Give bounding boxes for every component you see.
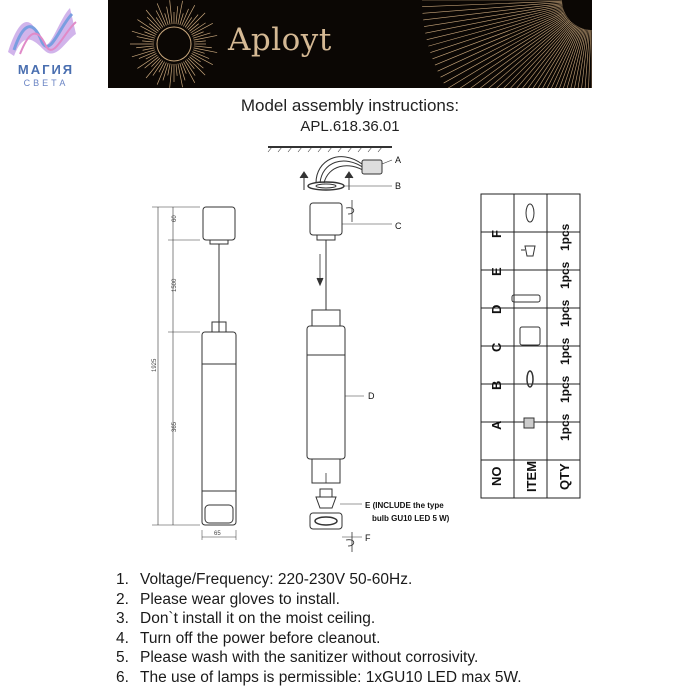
brand-name: Aployt <box>228 22 332 58</box>
instruction-list <box>116 570 522 688</box>
row-b-no: B <box>489 380 504 390</box>
callout-f: F <box>365 533 371 543</box>
terminal-icon <box>524 418 534 428</box>
callout-e: E (INCLUDE the type <box>365 501 444 510</box>
row-b-qty: 1pcs <box>558 375 572 403</box>
row-a-no: A <box>489 420 504 430</box>
dim-cable-length: 1500 <box>172 278 178 292</box>
instruction-item: 2. Please wear gloves to install. <box>116 590 340 608</box>
dimensioned-lamp-view <box>152 207 236 540</box>
dim-body-height: 365 <box>172 421 178 432</box>
header-item: ITEM <box>524 460 539 492</box>
item-icons <box>512 204 540 428</box>
tube-icon <box>512 295 540 302</box>
header-no: NO <box>489 466 504 486</box>
callout-d: D <box>368 391 375 401</box>
bulb-icon <box>525 246 535 256</box>
header-qty: QTY <box>557 463 572 490</box>
row-f-no: F <box>489 230 504 238</box>
row-d-qty: 1pcs <box>558 299 572 327</box>
row-a-qty: 1pcs <box>558 413 572 441</box>
callout-b: B <box>395 181 402 191</box>
dim-top-height: 60 <box>172 215 178 222</box>
callout-e-note: bulb GU10 LED 5 W) <box>372 514 450 523</box>
canopy-icon <box>520 327 540 345</box>
row-d-no: D <box>489 304 504 314</box>
callout-a: A <box>395 155 402 165</box>
bracket-icon <box>527 371 533 387</box>
logo-title: МАГИЯ <box>17 62 75 77</box>
dim-overall-height: 1925 <box>152 358 158 372</box>
page-title: Model assembly instructions: <box>240 96 460 115</box>
exploded-assembly-view <box>268 147 392 552</box>
callout-c: C <box>395 221 402 231</box>
row-e-qty: 1pcs <box>558 261 572 289</box>
instruction-item: 1. Voltage/Frequency: 220-230V 50-60Hz. <box>116 571 413 588</box>
row-c-qty: 1pcs <box>558 337 572 365</box>
instruction-item: 3. Don`t install it on the moist ceiling. <box>116 610 376 628</box>
instruction-item: 5. Please wash with the sanitizer without corrosivity. <box>116 649 479 667</box>
dim-diameter: 65 <box>214 531 221 537</box>
ring-icon <box>526 204 534 222</box>
instruction-item: 6. The use of lamps is permissible: 1xGU10 LED max 5W. <box>116 668 522 686</box>
model-number: APL.618.36.01 <box>300 118 400 135</box>
logo-subtitle: СВЕТА <box>23 78 69 88</box>
table-headers <box>489 461 572 492</box>
row-f-qty: 1pcs <box>558 223 572 251</box>
row-c-no: C <box>489 342 504 352</box>
instruction-item: 4. Turn off the power before cleanout. <box>116 629 381 647</box>
row-e-no: E <box>489 267 504 276</box>
